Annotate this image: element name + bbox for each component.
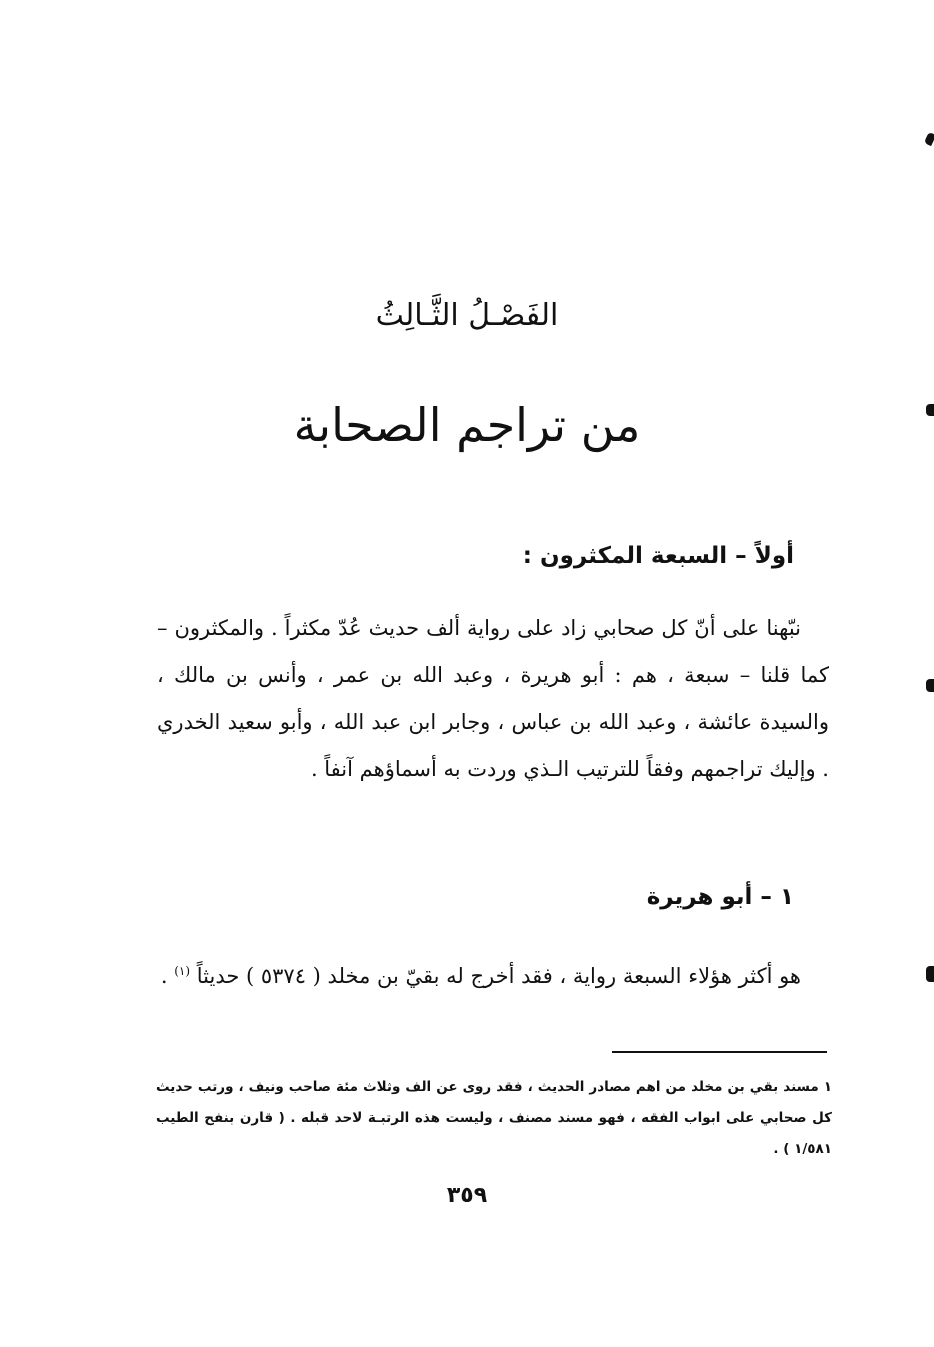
scan-edge-mark xyxy=(926,679,934,692)
footnote-divider xyxy=(612,1051,827,1053)
entry-paragraph-text: هو أكثر هؤلاء السبعة رواية ، فقد أخرج له بقيّ بن مخلد ( ٥٣٧٤ ) حديثاً xyxy=(196,964,801,988)
section-paragraph: نبّهنا على أنّ كل صحابي زاد على رواية ألف حديث عُدّ مكثراً . والمكثرون – كما قلنا – سبعة ، هم : أبو هريرة ، وعبد الله بن عمر ، وأنس بن مالك ، والسيدة عائشة ، وعبد الله بن عباس ، وجابر ابن عبد الله ، وأبو سعيد الخدري . وإليك تراجمهم وفقاً للترتيب الـذي وردت به أسماؤهم آنفاً . xyxy=(157,616,829,781)
scan-edge-mark xyxy=(926,966,934,982)
entry-heading: ١ – أبو هريرة xyxy=(646,884,794,910)
scan-edge-mark xyxy=(924,132,934,146)
footnote-reference: (١) xyxy=(174,964,191,978)
page-number: ٣٥٩ xyxy=(446,1183,488,1208)
chapter-title: من تراجم الصحابة xyxy=(293,398,641,452)
entry-paragraph xyxy=(157,948,829,1000)
entry-paragraph-end: . xyxy=(160,964,175,988)
section-heading: أولاً – السبعة المكثرون : xyxy=(522,543,794,569)
footnote-text: ١ مسند بقي بن مخلد من اهم مصادر الحديث ، فقد روى عن الف وثلاث مئة صاحب ونيف ، ورتب حديث كل صحابي على ابواب الفقه ، فهو مسند مصنف ، وليست هذه الرتبـة لاحد قبله . ( قارن بنفح الطيب ١/٥٨١ ) . xyxy=(156,1079,832,1157)
chapter-label: الفَصْـلُ الثَّـالِثُ xyxy=(375,298,559,333)
scan-edge-mark xyxy=(926,404,934,416)
